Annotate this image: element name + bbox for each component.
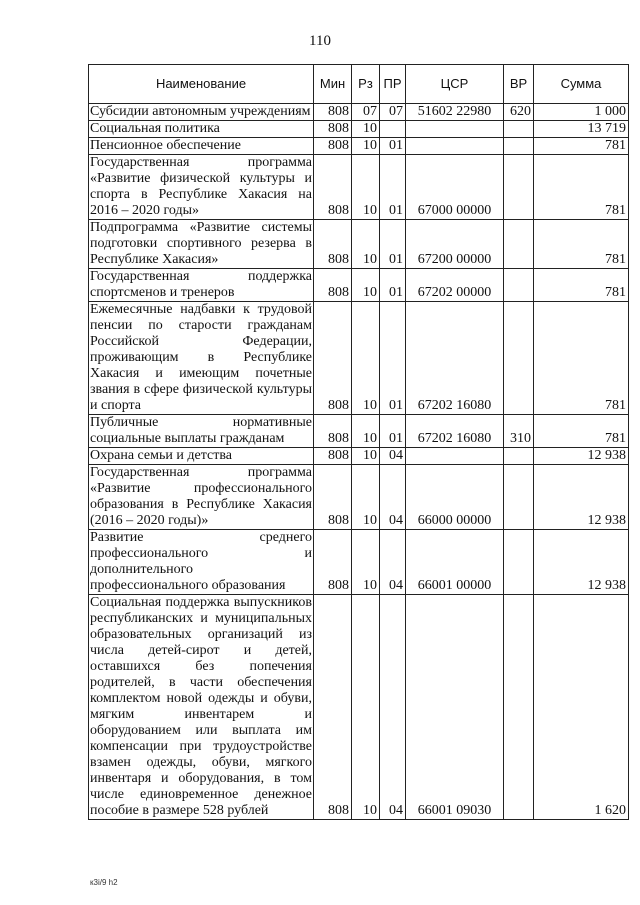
row-rz: 10 xyxy=(352,595,380,820)
row-name: Государственная программа «Развитие профессионального образования в Республике Хакасия (2016 – 2020 годы)» xyxy=(90,465,312,528)
row-min: 808 xyxy=(314,465,352,530)
row-name: Государственная поддержка спортсменов и тренеров xyxy=(90,269,312,300)
row-sum: 12 938 xyxy=(534,448,629,465)
header-rz: Рз xyxy=(352,65,380,104)
row-pr xyxy=(380,121,406,138)
row-sum: 781 xyxy=(534,155,629,220)
header-row xyxy=(89,65,629,104)
row-pr: 01 xyxy=(380,220,406,269)
row-min: 808 xyxy=(314,415,352,448)
row-pr: 01 xyxy=(380,302,406,415)
table-body xyxy=(89,104,629,820)
row-name: Субсидии автономным учреждениям xyxy=(89,104,314,121)
row-name: Социальная политика xyxy=(89,121,314,138)
row-vr xyxy=(504,269,534,302)
row-name: Развитие среднего профессионального и дополнительного профессионального образования xyxy=(90,530,312,593)
row-csr: 67202 16080 xyxy=(406,415,504,448)
header-name: Наименование xyxy=(89,65,314,104)
table-row xyxy=(89,269,629,302)
table-row xyxy=(89,121,629,138)
row-min: 808 xyxy=(314,595,352,820)
row-sum: 781 xyxy=(534,138,629,155)
table-row xyxy=(89,595,629,820)
table-header xyxy=(89,65,629,104)
row-csr: 67202 00000 xyxy=(406,269,504,302)
row-csr xyxy=(406,121,504,138)
row-csr: 67202 16080 xyxy=(406,302,504,415)
row-sum: 781 xyxy=(534,302,629,415)
row-vr xyxy=(504,155,534,220)
row-csr: 67000 00000 xyxy=(406,155,504,220)
row-name: Публичные нормативные социальные выплаты гражданам xyxy=(90,415,312,446)
row-min: 808 xyxy=(314,302,352,415)
row-vr xyxy=(504,530,534,595)
row-min: 808 xyxy=(314,448,352,465)
row-pr: 04 xyxy=(380,465,406,530)
row-name: Ежемесячные надбавки к трудовой пенсии по старости гражданам Российской Федерации, проживающим в Республике Хакасия и имеющим почетные звания в сфере физической культуры и спорта xyxy=(90,302,312,413)
header-sum: Сумма xyxy=(534,65,629,104)
row-csr: 66001 00000 xyxy=(406,530,504,595)
row-pr: 01 xyxy=(380,138,406,155)
row-rz: 10 xyxy=(352,530,380,595)
row-name: Пенсионное обеспечение xyxy=(89,138,314,155)
row-rz: 10 xyxy=(352,302,380,415)
header-csr: ЦСР xyxy=(406,65,504,104)
table-row xyxy=(89,530,629,595)
row-min: 808 xyxy=(314,138,352,155)
table-row xyxy=(89,138,629,155)
row-pr: 04 xyxy=(380,448,406,465)
row-sum: 1 620 xyxy=(534,595,629,820)
row-sum: 12 938 xyxy=(534,465,629,530)
row-vr xyxy=(504,302,534,415)
table-row xyxy=(89,302,629,415)
row-name: Социальная поддержка выпускников республиканских и муниципальных образовательных организаций из числа детей-сирот и детей, оставшихся без попечения родителей, в части обеспечения комплектом новой одежды и обуви, мягким инвентарем и оборудованием или выплата им компенсации при трудоустройстве взамен одежды, обуви, мягкого инвентаря и оборудования, в том числе единовременное денежное пособие в размере 528 рублей xyxy=(90,595,312,818)
table-row xyxy=(89,155,629,220)
row-rz: 10 xyxy=(352,155,380,220)
row-csr: 66000 00000 xyxy=(406,465,504,530)
page-number: 110 xyxy=(309,33,331,49)
row-pr: 01 xyxy=(380,415,406,448)
row-rz: 10 xyxy=(352,138,380,155)
header-pr: ПР xyxy=(380,65,406,104)
row-vr: 620 xyxy=(504,104,534,121)
row-min: 808 xyxy=(314,220,352,269)
row-vr: 310 xyxy=(504,415,534,448)
row-pr: 01 xyxy=(380,155,406,220)
row-min: 808 xyxy=(314,269,352,302)
row-rz: 10 xyxy=(352,448,380,465)
table-row xyxy=(89,415,629,448)
row-name: Охрана семьи и детства xyxy=(89,448,314,465)
row-vr xyxy=(504,595,534,820)
row-rz: 10 xyxy=(352,121,380,138)
row-rz: 07 xyxy=(352,104,380,121)
row-name: Государственная программа «Развитие физической культуры и спорта в Республике Хакасия на 2016 – 2020 годы» xyxy=(90,155,312,218)
row-rz: 10 xyxy=(352,269,380,302)
row-vr xyxy=(504,465,534,530)
row-sum: 781 xyxy=(534,415,629,448)
row-min: 808 xyxy=(314,155,352,220)
row-rz: 10 xyxy=(352,220,380,269)
row-csr: 67200 00000 xyxy=(406,220,504,269)
row-min: 808 xyxy=(314,121,352,138)
row-vr xyxy=(504,448,534,465)
row-sum: 781 xyxy=(534,269,629,302)
row-csr: 66001 09030 xyxy=(406,595,504,820)
header-vr: ВР xyxy=(504,65,534,104)
row-min: 808 xyxy=(314,530,352,595)
row-name: Подпрограмма «Развитие системы подготовки спортивного резерва в Республике Хакасия» xyxy=(90,220,312,267)
row-min: 808 xyxy=(314,104,352,121)
row-pr: 04 xyxy=(380,530,406,595)
budget-table xyxy=(88,64,629,820)
row-sum: 13 719 xyxy=(534,121,629,138)
header-min: Мин xyxy=(314,65,352,104)
row-csr xyxy=(406,448,504,465)
row-pr: 07 xyxy=(380,104,406,121)
row-pr: 04 xyxy=(380,595,406,820)
row-csr xyxy=(406,138,504,155)
footer-code: к3i/9 h2 xyxy=(90,878,118,887)
table-row xyxy=(89,465,629,530)
row-csr: 51602 22980 xyxy=(406,104,504,121)
row-sum: 1 000 xyxy=(534,104,629,121)
row-pr: 01 xyxy=(380,269,406,302)
row-vr xyxy=(504,220,534,269)
row-rz: 10 xyxy=(352,415,380,448)
row-sum: 781 xyxy=(534,220,629,269)
table-row xyxy=(89,104,629,121)
row-rz: 10 xyxy=(352,465,380,530)
row-vr xyxy=(504,138,534,155)
row-vr xyxy=(504,121,534,138)
table-row xyxy=(89,220,629,269)
row-sum: 12 938 xyxy=(534,530,629,595)
table-row xyxy=(89,448,629,465)
